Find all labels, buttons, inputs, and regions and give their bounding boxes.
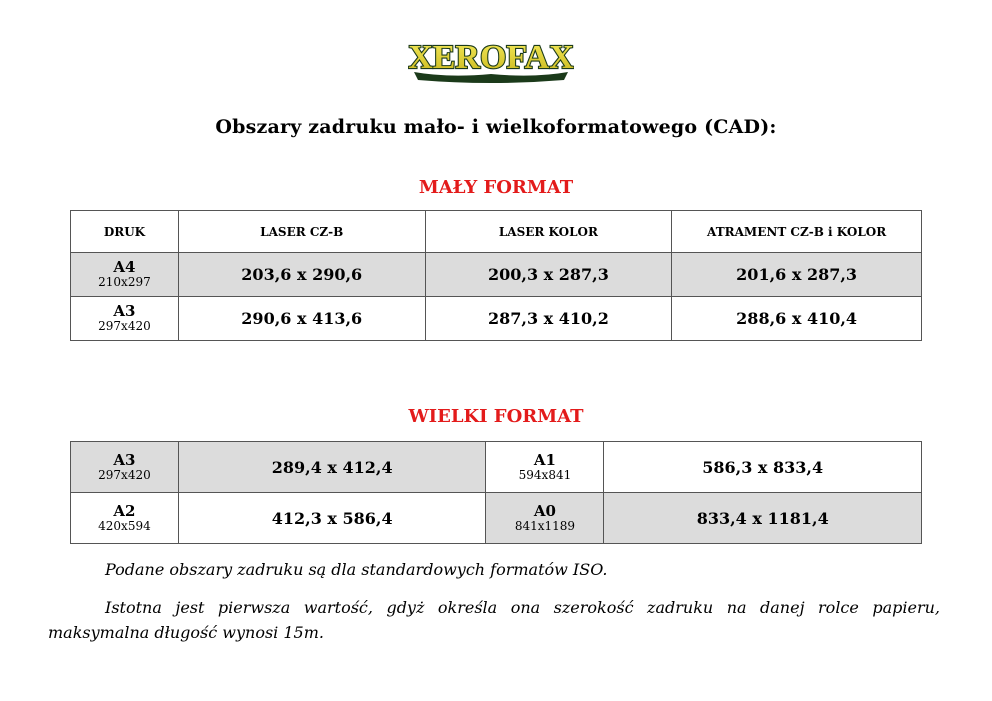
logo-text: XEROFAX	[408, 39, 574, 76]
format-dimensions: 594x841	[518, 467, 572, 482]
value-cell: 288,6 x 410,4	[672, 297, 922, 341]
value-cell: 200,3 x 287,3	[425, 253, 672, 297]
header-inkjet: ATRAMENT CZ-B i KOLOR	[672, 211, 922, 253]
table-row	[71, 493, 922, 544]
logo-graphic	[408, 28, 574, 86]
format-name: A2	[113, 501, 136, 520]
note-first-value: Istotna jest pierwsza wartość, gdyż określa ona szerokość zadruku na danej rolce papieru, maksymalna długość wynosi 15m.	[48, 598, 940, 642]
value-cell: 412,3 x 586,4	[178, 493, 486, 544]
format-dimensions: 297x420	[98, 467, 151, 482]
format-cell	[71, 493, 179, 544]
format-cell	[71, 297, 179, 341]
format-cell	[486, 442, 604, 493]
format-cell	[486, 493, 604, 544]
format-dimensions: 210x297	[98, 275, 151, 289]
header-laser-bw: LASER CZ-B	[178, 211, 425, 253]
format-name: A4	[113, 258, 136, 276]
table-header-row	[71, 211, 922, 253]
large-format-table	[70, 441, 922, 544]
large-format-title: WIELKI FORMAT	[408, 406, 584, 427]
value-cell: 203,6 x 290,6	[178, 253, 425, 297]
format-name: A3	[113, 302, 136, 320]
format-cell	[71, 253, 179, 297]
format-cell	[71, 442, 179, 493]
header-laser-color: LASER KOLOR	[425, 211, 672, 253]
table-row	[71, 442, 922, 493]
value-cell: 287,3 x 410,2	[425, 297, 672, 341]
format-dimensions: 420x594	[98, 518, 151, 533]
format-dimensions: 297x420	[98, 319, 151, 333]
format-name: A3	[113, 450, 136, 469]
value-cell: 201,6 x 287,3	[672, 253, 922, 297]
table-row	[71, 297, 922, 341]
small-format-title: MAŁY FORMAT	[418, 177, 574, 198]
page-title: Obszary zadruku mało- i wielkoformatowego (CAD):	[215, 116, 777, 138]
header-druk: DRUK	[71, 211, 179, 253]
format-name: A1	[533, 450, 556, 469]
value-cell: 833,4 x 1181,4	[604, 493, 922, 544]
format-dimensions: 841x1189	[514, 518, 576, 533]
note-iso-formats: Podane obszary zadruku są dla standardowych formatów ISO.	[105, 560, 608, 579]
format-name: A0	[533, 501, 556, 520]
value-cell: 290,6 x 413,6	[178, 297, 425, 341]
value-cell: 586,3 x 833,4	[604, 442, 922, 493]
small-format-table	[70, 210, 922, 341]
value-cell: 289,4 x 412,4	[178, 442, 486, 493]
xerofax-logo	[408, 28, 574, 86]
table-row	[71, 253, 922, 297]
